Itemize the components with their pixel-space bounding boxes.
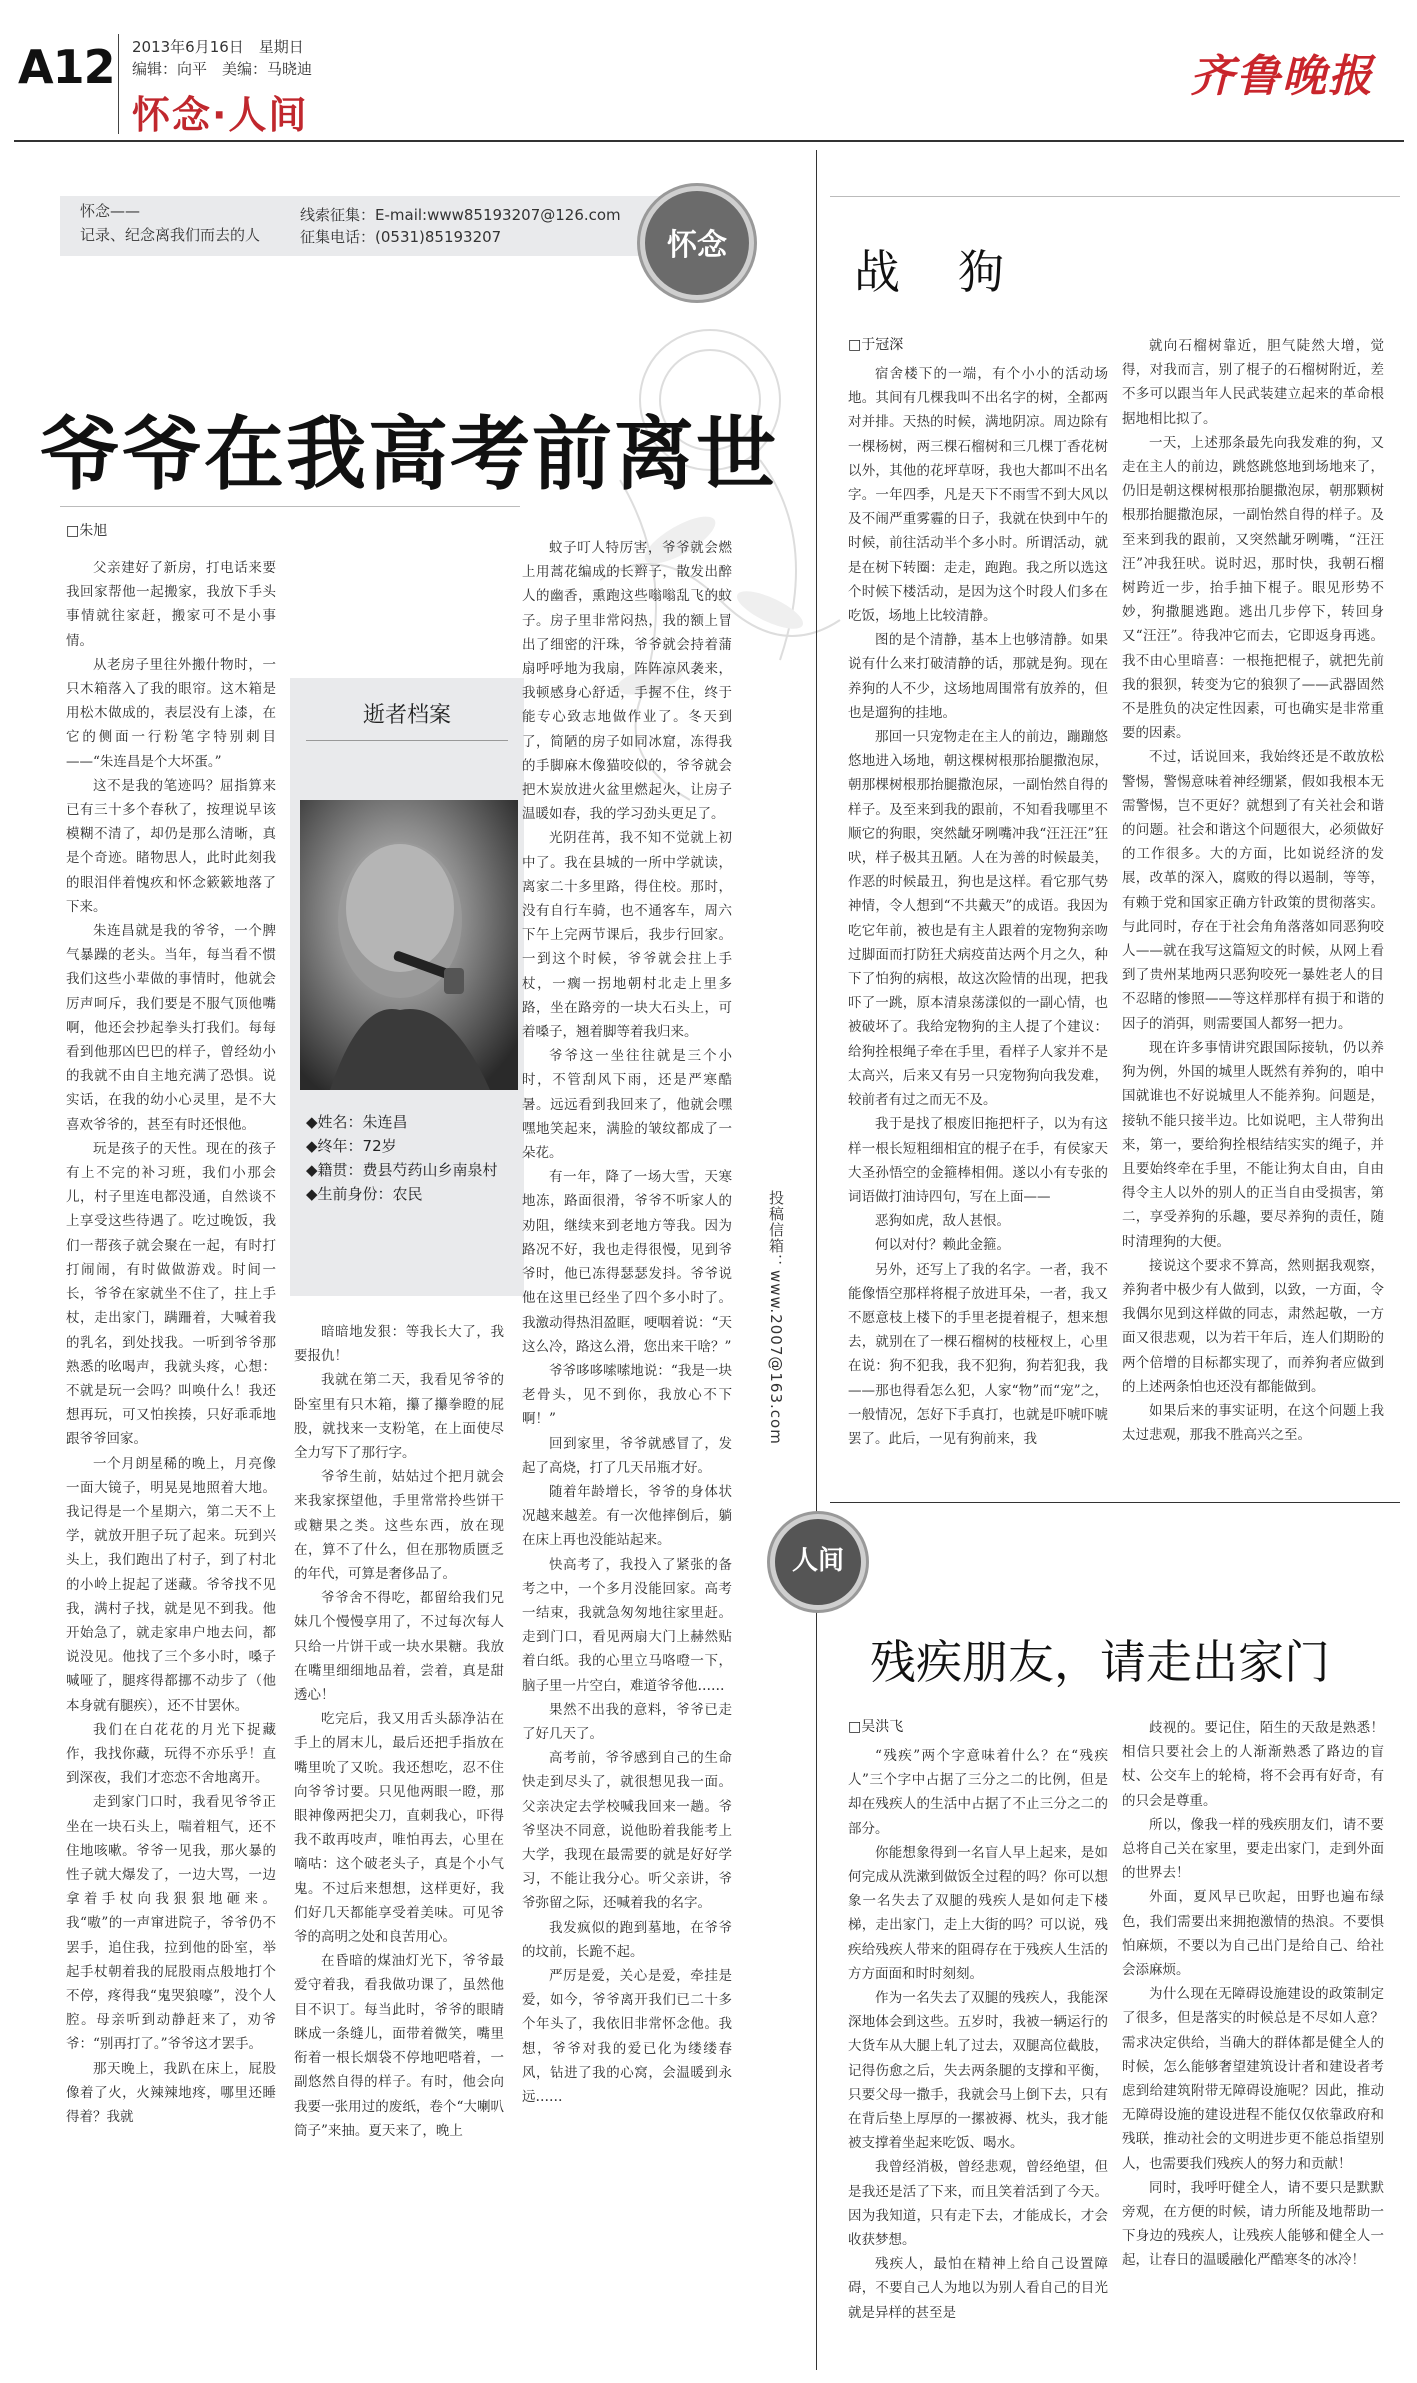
paragraph: 爷爷生前，姑姑过个把月就会来我家探望他，手里常常拎些饼干或糖果之类。这些东西，放在现在，算不了什么，但在那物质匮乏的年代，可算是奢侈品了。 xyxy=(294,1469,504,1583)
paragraph: 这不是我的笔迹吗？屈指算来已有三十多个春秋了，按理说早该模糊不清了，却仍是那么清晰，真是个奇迹。睹物思人，此时此刻我的眼泪伴着愧疚和怀念簌簌地落了下来。 xyxy=(66,777,276,915)
article2-headline: 战 狗 xyxy=(854,245,1010,299)
article2-top-rule xyxy=(830,196,1400,197)
brand-logo: 齐鲁晚报 xyxy=(1190,51,1374,102)
article3-author: □吴洪飞 xyxy=(848,1719,904,1735)
paragraph: 父亲建好了新房，打电话来要我回家帮他一起搬家，我放下手头事情就往家赶，搬家可不是小事情。 xyxy=(66,560,276,649)
paragraph: 图的是个清静，基本上也够清静。如果说有什么来打破清静的话，那就是狗。现在养狗的人不少，这场地周围常有放养的，但也是遛狗的挂地。 xyxy=(848,632,1108,721)
paragraph: 我就在第二天，我看见爷爷的卧室里有只木箱，攥了攥拳瞪的屁股，就找来一支粉笔，在上面使尽全力写下了那行字。 xyxy=(294,1372,504,1462)
paragraph: 恶狗如虎，敌人甚恨。 xyxy=(875,1213,1010,1230)
paragraph: 高考前，爷爷感到自己的生命快走到尽头了，就很想见我一面。父亲决定去学校喊我回来一趟。爷爷坚决不同意，说他盼着我能考上大学，我现在最需要的就是好好学习，不能让我分心。听父亲讲，爷爷弥留之际，还喊着我的名字。 xyxy=(522,1750,732,1912)
paragraph: 快高考了，我投入了紧张的备考之中，一个多月没能回家。高考一结束，我就急匆匆地往家里赶。走到门口，看见两扇大门上赫然贴着白纸。我的心里立马咯噔一下，脑子里一片空白，难道爷爷他…… xyxy=(522,1556,732,1694)
header-divider xyxy=(118,34,119,134)
profile-name: ◆姓名：朱连昌 xyxy=(306,1113,408,1131)
paragraph: 爷爷舍不得吃，都留给我们兄妹几个慢慢享用了，不过每次每人只给一片饼干或一块水果糖。我放在嘴里细细地品着，尝着，真是甜透心！ xyxy=(294,1590,504,1704)
paragraph: 走到家门口时，我看见爷爷正坐在一块石头上，喘着粗气，还不住地咳嗽。爷爷一见我，那火暴的性子就大爆发了，一边大骂，一边拿着手杖向我狠狠地砸来。我“嗷”的一声窜进院子，爷爷仍不罢手，追住我，拉到他的卧室，举起手杖朝着我的屁股雨点般地打个不停，疼得我“鬼哭狼嚎”，没个人腔。母亲听到动静赶来了，劝爷爷：“别再打了。”爷爷这才罢手。 xyxy=(66,1794,276,2053)
paragraph: 回到家里，爷爷就感冒了，发起了高烧，打了几天吊瓶才好。 xyxy=(522,1435,732,1476)
hotline-line-1: 线索征集：E-mail:www85193207@126.com xyxy=(300,206,621,224)
paragraph: 外面，夏风早已吹起，田野也遍布绿色，我们需要出来拥抱激情的热浪。不要惧怕麻烦，不要以为自己出门是给自己、给社会添麻烦。 xyxy=(1122,1889,1384,1979)
renjian-emblem-label: 人间 xyxy=(791,1546,844,1576)
paragraph: 朱连昌就是我的爷爷，一个脾气暴躁的老头。当年，每当看不惯我们这些小辈做的事情时，他就会厉声呵斥，我们要是不服气顶他嘴啊，他还会抄起拳头打我们。每每看到他那凶巴巴的样子，曾经幼小的我就不由自主地充满了恐惧。说实话，在我的幼小心灵里，是不大喜欢爷爷的，甚至有时还恨他。 xyxy=(66,923,276,1133)
paragraph: 果然不出我的意料，爷爷已走了好几天了。 xyxy=(522,1701,732,1742)
page-number: A12 xyxy=(18,40,115,94)
profile-title-rule xyxy=(306,740,508,741)
article2-column-1 xyxy=(848,362,1108,1494)
paragraph: 就向石榴树靠近，胆气陡然大增，觉得，对我而言，别了棍子的石榴树附近，差不多可以跟当年人民武装建立起来的革命根据地相比拟了。 xyxy=(1122,338,1384,427)
paragraph: 有一年，降了一场大雪，天寒地冻，路面很滑，爷爷不听家人的劝阻，继续来到老地方等我。因为路况不好，我也走得很慢，见到爷爷时，他已冻得瑟瑟发抖。爷爷说他在这里已经坐了四个多小时了。我激动得热泪盈眶，哽咽着说：“天这么冷，路这么滑，您出来干啥？” xyxy=(522,1169,732,1355)
paragraph: “残疾”两个字意味着什么？在“残疾人”三个字中占据了三分之二的比例，但是却在残疾人的生活中占据了不止三分之二的部分。 xyxy=(848,1748,1108,1837)
profile-hometown: ◆籍贯：费县芍药山乡南泉村 xyxy=(306,1161,498,1179)
article3-column-2 xyxy=(1122,1716,1384,2370)
paragraph: 为什么现在无障碍设施建设的政策制定了很多，但是落实的时候总是不尽如人意？需求决定供给，当确大的群体都是健全人的时候，怎么能够奢望建筑设计者和建设者考虑到给建筑附带无障碍设施呢？因此，推动无障碍设施的建设进程不能仅仅依靠政府和残联，推动社会的文明进步更不能总指望别人，也需要我们残疾人的努力和贡献！ xyxy=(1122,1986,1384,2172)
portrait-photo xyxy=(300,800,518,1090)
intro-line-2: 记录、纪念离我们而去的人 xyxy=(80,226,261,244)
submission-email: 投稿信箱：www.2007@163.com xyxy=(767,1190,785,1445)
article1-column-3 xyxy=(522,536,732,2366)
profile-age: ◆终年：72岁 xyxy=(306,1137,397,1155)
profile-title: 逝者档案 xyxy=(362,703,451,728)
paragraph: 我曾经消极，曾经悲观，曾经绝望，但是我还是活了下来，而且笑着活到了今天。因为我知道，只有走下去，才能成长，才会收获梦想。 xyxy=(848,2159,1108,2249)
article1-column-1 xyxy=(66,556,276,2366)
article1-column-2 xyxy=(294,1320,504,2366)
paragraph: 爷爷哆哆嗦嗦地说：“我是一块老骨头，见不到你，我放心不下啊！” xyxy=(522,1362,732,1428)
paragraph: 残疾人，最怕在精神上给自己设置障碍，不要自己人为地以为别人看自己的目光就是异样的甚至是 xyxy=(848,2256,1108,2321)
paragraph: 歧视的。要记住，陌生的天敌是熟悉！相信只要社会上的人渐渐熟悉了路边的盲杖、公交车上的轮椅，将不会再有好奇，有的只会是尊重。 xyxy=(1122,1720,1384,1809)
paragraph: 随着年龄增长，爷爷的身体状况越来越差。有一次他摔倒后，躺在床上再也没能站起来。 xyxy=(522,1483,732,1549)
paragraph: 玩是孩子的天性。现在的孩子有上不完的补习班，我们小那会儿，村子里连电都没通，自然谈不上享受这些待遇了。吃过晚饭，我们一帮孩子就会聚在一起，有时打打闹闹，有时做做游戏。时间一长，爷爷在家就坐不住了，拄上手杖，走出家门，蹒跚着，大喊着我的乳名，到处找我。一听到爷爷那熟悉的吆喝声，我就头疼，心想：不就是玩一会吗？叫唤什么！我还想再玩，可又怕挨揍，只好乖乖地跟爷爷回家。 xyxy=(66,1140,276,1448)
paragraph: 吃完后，我又用舌头舔净沾在手上的屑末儿，最后还把手指放在嘴里吮了又吮。我还想吃，忍不住向爷爷讨要。只见他两眼一瞪，那眼神像两把尖刀，直刺我心，吓得我不敢再吱声，唯怕再去，心里在嘀咕：这个破老头子，真是个小气鬼。不过后来想想，这样更好，我们好几天都能享受着美味。可见爷爷的高明之处和良苦用心。 xyxy=(294,1711,504,1946)
section-title: 怀念·人间 xyxy=(132,93,309,137)
paragraph: 宿舍楼下的一端，有个小小的活动场地。其间有几棵我叫不出名字的树，全都两对并排。天热的时候，满地阴凉。周边除有一棵杨树，两三棵石榴树和三几棵丁香花树以外，其他的花坪草呀，我也大都叫不出名字。一年四季，凡是天下不雨雪不到大风以及不闹严重雾霾的日子，我就在快到中午的时候，前往活动半个多小时。所谓活动，就是在树下转圈：走走，跑跑。我之所以选这个时候下楼活动，是因为这个时段人们多在吃饭，场地上比较清静。 xyxy=(848,366,1108,625)
article2-author: □于冠深 xyxy=(848,337,904,353)
sidebar-divider xyxy=(816,150,817,2370)
paragraph: 作为一名失去了双腿的残疾人，我能深深地体会到这些。五岁时，我被一辆运行的大货车从大腿上轧了过去，双腿高位截肢，记得伤愈之后，失去两条腿的支撑和平衡，只要父母一撒手，我就会马上倒下去，只有在背后垫上厚厚的一摞被褥、枕头，我才能被支撑着坐起来吃饭、喝水。 xyxy=(848,1990,1108,2152)
paragraph: 我于是找了根废旧拖把杆子，以为有这样一根长短粗细相宜的棍子在手，有侯家天大圣孙悟空的金箍棒相佣。遂以小有专张的词语做打油诗四句，写在上面—— xyxy=(848,1116,1108,1205)
article3-headline: 残疾朋友，请走出家门 xyxy=(870,1635,1330,1689)
article2-bottom-rule xyxy=(830,1502,1400,1503)
paragraph: 暗暗地发狠：等我长大了，我要报仇！ xyxy=(294,1324,504,1365)
paragraph: 现在许多事情讲究跟国际接轨，仍以养狗为例，外国的城里人既然有养狗的，咱中国就谁也不好说城里人不能养狗。问题是，接轨不能只接半边。比如说吧，主人带狗出来，第一，要给狗拴根结结实实的绳子，并且要始终牵在手里，不能让狗太自由，自由得令主人以外的别人的正当自由受损害，第二，享受养狗的乐趣，要尽养狗的责任，随时清理狗的大便。 xyxy=(1122,1039,1384,1250)
paragraph: 爷爷这一坐往往就是三个小时，不管刮风下雨，还是严寒酷暑。远远看到我回来了，他就会嘿嘿地笑起来，满脸的皱纹都成了一朵花。 xyxy=(522,1048,732,1162)
paragraph: 在昏暗的煤油灯光下，爷爷最爱守着我，看我做功课了，虽然他目不识丁。每当此时，爷爷的眼睛眯成一条缝儿，面带着微笑，嘴里衔着一根长烟袋不停地吧嗒着，一副悠然自得的样子。有时，他会向我要一张用过的废纸，卷个“大喇叭筒子”来抽。夏天来了，晚上 xyxy=(294,1953,504,2139)
article1-author: □朱旭 xyxy=(66,523,108,539)
paragraph: 我们在白花花的月光下捉藏作，我找你藏，玩得不亦乐乎！直到深夜，我们才恋恋不舍地离开。 xyxy=(66,1721,276,1787)
paragraph: 何以对付？赖此金箍。 xyxy=(875,1237,1010,1254)
editor-line: 编辑：向平 美编：马晓迪 xyxy=(132,60,313,78)
article3-column-1 xyxy=(848,1744,1108,2370)
header-rule xyxy=(14,140,1404,142)
paragraph: 不过，话说回来，我始终还是不敢放松警惕，警惕意味着神经绷紧，假如我根本无需警惕，岂不更好？就想到了有关社会和谐的问题。社会和谐这个问题很大，必须做好的工作很多。大的方面，比如说经济的发展，改革的深入，腐败的得以遏制，等等，有赖于党和国家正确方针政策的贯彻落实。与此同时，存在于社会角角落落如同恶狗咬人——就在我写这篇短文的时候，从网上看到了贵州某地两只恶狗咬死一暴姓老人的目不忍睹的惨照——等这样那样有损于和谐的因子的消弭，则需要国人都努一把力。 xyxy=(1122,749,1384,1032)
paragraph: 一天，上述那条最先向我发难的狗，又走在主人的前边，跳悠跳悠地到场地来了，仍旧是朝这棵树根那抬腿撒泡尿，朝那颗树根那抬腿撒泡尿，一副怡然自得的样子。及至来到我的跟前，又突然龇牙咧嘴，“汪汪汪”冲我狂吠。说时迟，那时快，我朝石榴树跨近一步，抬手抽下棍子。眼见形势不妙，狗撒腿逃跑。逃出几步停下，转回身又“汪汪”。待我冲它而去，它即返身再逃。我不由心里暗喜：一根拖把棍子，就把先前我的狠狈，转变为它的狼狈了——武器固然不是胜负的决定性因素，可也确实是非常重要的因素。 xyxy=(1122,434,1384,742)
paragraph: 那回一只宠物走在主人的前边，蹦蹦悠悠地进入场地，朝这棵树根那抬腿撒泡尿，朝那棵树根那抬腿撒泡尿，一副怡然自得的样子。及至来到我的跟前，不知看我哪里不顺它的狗眼，突然龇牙咧嘴冲我“汪汪汪”狂吠，样子极其丑陋。人在为善的时候最美，作恶的时候最丑，狗也是这样。看它那气势神情，令人想到“不共戴天”的成语。我因为吃它年前，被也是有主人跟着的宠物狗亲吻过脚面而打防狂犬病疫苗达两个月之久，种下了怕狗的病根，故这次险情的出现，把我吓了一跳，原本清泉荡漾似的一副心情，也被破坏了。我给宠物狗的主人提了个建议：给狗拴根绳子牵在手里，看样子人家并不是太高兴，后来又有另一只宠物狗向我发难，较前者有过之而无不及。 xyxy=(848,729,1108,1109)
paragraph: 蚊子叮人特厉害，爷爷就会燃上用蒿花编成的长辫子，散发出醉人的幽香，熏跑这些嗡嗡乱飞的蚊子。房子里非常闷热，我的额上冒出了细密的汗珠，爷爷就会持着蒲扇呼呼地为我扇，阵阵凉风袭来，我顿感身心舒适，手握不住，终于能专心致志地做作业了。冬天到了，简陋的房子如同冰窟，冻得我的手脚麻木像猫咬似的，爷爷就会把木炭放进火盆里燃起火，让房子温暖如春，我的学习劲头更足了。 xyxy=(522,540,732,823)
article1-headline: 爷爷在我高考前离世 xyxy=(40,408,778,501)
paragraph: 我发疯似的跑到墓地，在爷爷的坟前，长跪不起。 xyxy=(522,1919,732,1960)
paragraph: 一个月朗星稀的晚上，月亮像一面大镜子，明晃晃地照着大地。我记得是一个星期六，第二天不上学，就放开胆子玩了起来。玩到兴头上，我们跑出了村子，到了村北的小岭上捉起了迷藏。爷爷找不见我，满村子找，就是见不到我。他开始急了，就走家串户地去问，都说没见。他找了三个多小时，嗓子喊哑了，腿疼得都挪不动步了（他本身就有腿疾），还不甘罢休。 xyxy=(66,1455,276,1714)
paragraph: 另外，还写上了我的名字。一者，我不能像悟空那样将棍子放进耳朵，一者，我又不愿意枝上楼下的手里老提着棍子，想来想去，就别在了一棵石榴树的枝桠杈上，心里在说：狗不犯我，我不犯狗，狗若犯我，我——那也得看怎么犯，人家“物”而“宠”之，一般情况，怎好下手真打，也就是吓唬吓唬罢了。此后，一见有狗前来，我 xyxy=(848,1261,1108,1447)
intro-line-1: 怀念—— xyxy=(80,202,141,220)
paragraph: 从老房子里往外搬什物时，一只木箱落入了我的眼帘。这木箱是用松木做成的，表层没有上漆，在它的侧面一行粉笔字特别刺目——“朱连昌是个大坏蛋。” xyxy=(66,656,276,770)
paragraph: 光阴荏苒，我不知不觉就上初中了。我在县城的一所中学就读，离家二十多里路，得住校。那时，没有自行车骑，也不通客车，周六下午上完两节课后，我步行回家。一到这个时候，爷爷就会拄上手杖，一瘸一拐地朝村北走上里多路，坐在路旁的一块大石头上，可着嗓子，翘着脚等着我归来。 xyxy=(522,830,732,1041)
paragraph: 如果后来的事实证明，在这个问题上我太过悲观，那我不胜高兴之至。 xyxy=(1122,1402,1384,1444)
hotline-line-2: 征集电话：(0531)85193207 xyxy=(300,228,502,246)
profile-occupation: ◆生前身份：农民 xyxy=(306,1185,423,1203)
paragraph: 接说这个要求不算高，然则据我观察，养狗者中极少有人做到，以致，一方面，令我偶尔见到这样做的同志，肃然起敬，一方面又很悲观，以为若干年后，连人们期盼的两个倍增的目标都实现了，而养狗者应做到的上述两条怕也还没有都能做到。 xyxy=(1122,1257,1384,1395)
paragraph: 严厉是爱，关心是爱，牵挂是爱，如今，爷爷离开我们已二十多个年头了，我依旧非常怀念他。我想，爷爷对我的爱已化为缕缕春风，钻进了我的心窝，会温暖到永远…… xyxy=(522,1967,732,2105)
paragraph: 同时，我呼吁健全人，请不要只是默默旁观，在方便的时候，请力所能及地帮助一下身边的残疾人，让残疾人能够和健全人一起，让春日的温暖融化严酷寒冬的冰冷！ xyxy=(1122,2179,1384,2269)
article2-column-2 xyxy=(1122,334,1384,1494)
paragraph: 所以，像我一样的残疾朋友们，请不要总将自己关在家里，要走出家门，走到外面的世界去！ xyxy=(1122,1816,1384,1882)
paragraph: 你能想象得到一名盲人早上起来，是如何完成从洗漱到做饭全过程的吗？你可以想象一名失去了双腿的残疾人是如何走下楼梯，走出家门，走上大街的吗？可以说，残疾给残疾人带来的阻碍存在于残疾人生活的方方面面和时时刻刻。 xyxy=(848,1844,1108,1982)
profile-details xyxy=(306,1110,506,1206)
huainian-emblem-label: 怀念 xyxy=(667,228,727,263)
date-line: 2013年6月16日 星期日 xyxy=(132,38,304,56)
article1-top-rule xyxy=(60,506,520,507)
paragraph: 那天晚上，我趴在床上，屁股像着了火，火辣辣地疼，哪里还睡得着？我就 xyxy=(66,2060,276,2125)
